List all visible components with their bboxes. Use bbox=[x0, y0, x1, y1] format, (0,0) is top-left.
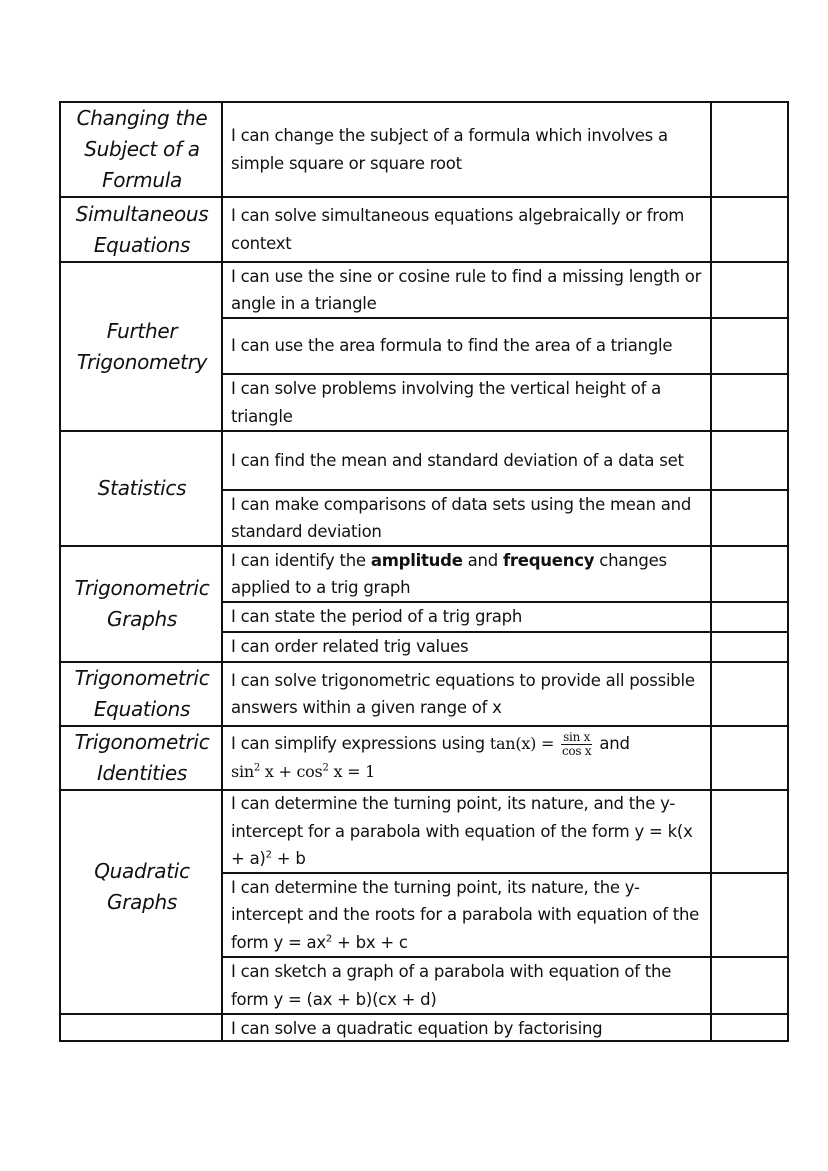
topic-quadratic-graphs bbox=[61, 791, 223, 1013]
topic-trigonometric-identities bbox=[61, 727, 223, 789]
outcome-label bbox=[231, 730, 630, 786]
topic-line: Quadratic bbox=[94, 859, 190, 883]
exponent: 2 bbox=[325, 933, 333, 945]
outcome-text bbox=[225, 375, 712, 430]
self-assessment-cell[interactable] bbox=[712, 319, 787, 373]
outcome-text bbox=[225, 663, 712, 725]
outcome-fragment: I can determine the turning point, its nature, the y-intercept and the roots for a parabola with equation of the form y = ax bbox=[231, 877, 700, 952]
outcome-label: I can sketch a graph of a parabola with equation of the form y = (ax + b)(cx + d) bbox=[231, 962, 672, 1009]
formula-fragment: x + cos bbox=[260, 762, 323, 782]
topic-further-trigonometry bbox=[61, 263, 223, 430]
outcome-fragment: and bbox=[462, 550, 503, 570]
self-assessment-cell[interactable] bbox=[712, 375, 787, 430]
self-assessment-cell[interactable] bbox=[712, 727, 787, 789]
learning-outcomes-table bbox=[59, 101, 789, 1042]
outcome-text bbox=[225, 263, 712, 317]
outcome-fragment: I can simplify expressions using bbox=[231, 734, 490, 754]
self-assessment-cell[interactable] bbox=[712, 1015, 787, 1042]
fraction-numerator: sin x bbox=[561, 731, 592, 745]
self-assessment-cell[interactable] bbox=[712, 633, 787, 661]
exponent: 2 bbox=[265, 849, 272, 861]
outcome-label: I can change the subject of a formula which involves a simple square or square root bbox=[231, 126, 668, 173]
outcome-label: I can use the sine or cosine rule to find a missing length or angle in a triangle bbox=[231, 266, 702, 313]
topic-line: Trigonometric bbox=[74, 666, 210, 690]
topic-statistics bbox=[61, 432, 223, 545]
outcome-label: I can order related trig values bbox=[231, 637, 469, 657]
fraction-sin-over-cos bbox=[561, 731, 592, 758]
self-assessment-cell[interactable] bbox=[712, 432, 787, 489]
outcome-text bbox=[225, 1015, 712, 1042]
outcome-fragment: I can identify the bbox=[231, 550, 371, 570]
outcome-text bbox=[225, 633, 712, 661]
topic-line: Statistics bbox=[97, 476, 187, 500]
formula-pythagorean-identity bbox=[231, 762, 375, 781]
self-assessment-cell[interactable] bbox=[712, 663, 787, 725]
outcome-label: I can solve simultaneous equations algebraically or from context bbox=[231, 206, 685, 253]
outcome-label: I can make comparisons of data sets using the mean and standard deviation bbox=[231, 494, 692, 541]
outcome-text bbox=[225, 432, 712, 489]
outcome-fragment: + b bbox=[271, 849, 306, 869]
self-assessment-cell[interactable] bbox=[712, 791, 787, 872]
outcome-label: I can solve trigonometric equations to provide all possible answers within a given range of x bbox=[231, 670, 695, 717]
formula-tan: tan(x) = bbox=[489, 734, 559, 754]
topic-blank bbox=[61, 1015, 223, 1042]
outcome-text bbox=[225, 547, 712, 601]
self-assessment-cell[interactable] bbox=[712, 103, 787, 196]
self-assessment-cell[interactable] bbox=[712, 491, 787, 545]
self-assessment-cell[interactable] bbox=[712, 547, 787, 601]
outcome-text bbox=[225, 603, 712, 631]
outcome-fragment: + bx + c bbox=[332, 932, 408, 952]
formula-fragment: x = 1 bbox=[328, 762, 376, 782]
topic-trigonometric-equations bbox=[61, 663, 223, 725]
topic-line: Graphs bbox=[107, 607, 177, 631]
topic-line: Graphs bbox=[107, 890, 177, 914]
self-assessment-cell[interactable] bbox=[712, 958, 787, 1013]
outcome-fragment: and bbox=[594, 734, 630, 754]
outcome-label: I can find the mean and standard deviation of a data set bbox=[231, 450, 684, 470]
fraction-denominator: cos x bbox=[561, 744, 592, 759]
outcome-label bbox=[231, 547, 706, 602]
topic-line: Changing the bbox=[76, 106, 208, 130]
outcome-text bbox=[225, 958, 712, 1013]
topic-changing-the-subject bbox=[61, 103, 223, 196]
self-assessment-cell[interactable] bbox=[712, 874, 787, 956]
topic-line: Simultaneous bbox=[75, 201, 209, 226]
outcome-label: I can state the period of a trig graph bbox=[231, 607, 523, 627]
formula-fragment: sin bbox=[231, 762, 254, 782]
outcome-text bbox=[225, 198, 712, 261]
self-assessment-cell[interactable] bbox=[712, 603, 787, 631]
topic-line: Identities bbox=[96, 761, 188, 785]
topic-simultaneous-equations bbox=[61, 198, 223, 261]
exponent: 2 bbox=[322, 762, 329, 774]
topic-line: Further bbox=[106, 318, 178, 343]
outcome-fragment: I can determine the turning point, its nature, and the y-intercept for a parabola with equation of the form y = k(x + a) bbox=[231, 794, 693, 869]
exponent: 2 bbox=[253, 762, 261, 774]
self-assessment-cell[interactable] bbox=[712, 263, 787, 317]
topic-line: Formula bbox=[102, 168, 182, 192]
outcome-text bbox=[225, 727, 712, 789]
outcome-text bbox=[225, 874, 712, 956]
topic-line: Equations bbox=[93, 232, 191, 257]
outcome-label bbox=[231, 874, 706, 957]
topic-line: Equations bbox=[93, 697, 191, 721]
topic-line: Trigonometric bbox=[74, 576, 210, 600]
topic-trigonometric-graphs bbox=[61, 547, 223, 661]
outcome-text bbox=[225, 491, 712, 545]
outcome-text bbox=[225, 103, 712, 196]
outcome-label: I can solve problems involving the vertical height of a triangle bbox=[231, 379, 661, 426]
outcome-label: I can solve a quadratic equation by factorising bbox=[231, 1018, 603, 1038]
outcome-label bbox=[231, 790, 706, 873]
outcome-text bbox=[225, 791, 712, 872]
outcome-text bbox=[225, 319, 712, 373]
keyword-amplitude: amplitude bbox=[370, 550, 463, 570]
topic-line: Trigonometry bbox=[76, 349, 208, 374]
self-assessment-cell[interactable] bbox=[712, 198, 787, 261]
topic-line: Subject of a bbox=[84, 137, 200, 161]
outcome-label: I can use the area formula to find the area of a triangle bbox=[231, 336, 673, 356]
outcome-fragment: changes applied to a trig graph bbox=[231, 550, 667, 597]
topic-line: Trigonometric bbox=[74, 730, 210, 754]
keyword-frequency: frequency bbox=[502, 550, 595, 570]
